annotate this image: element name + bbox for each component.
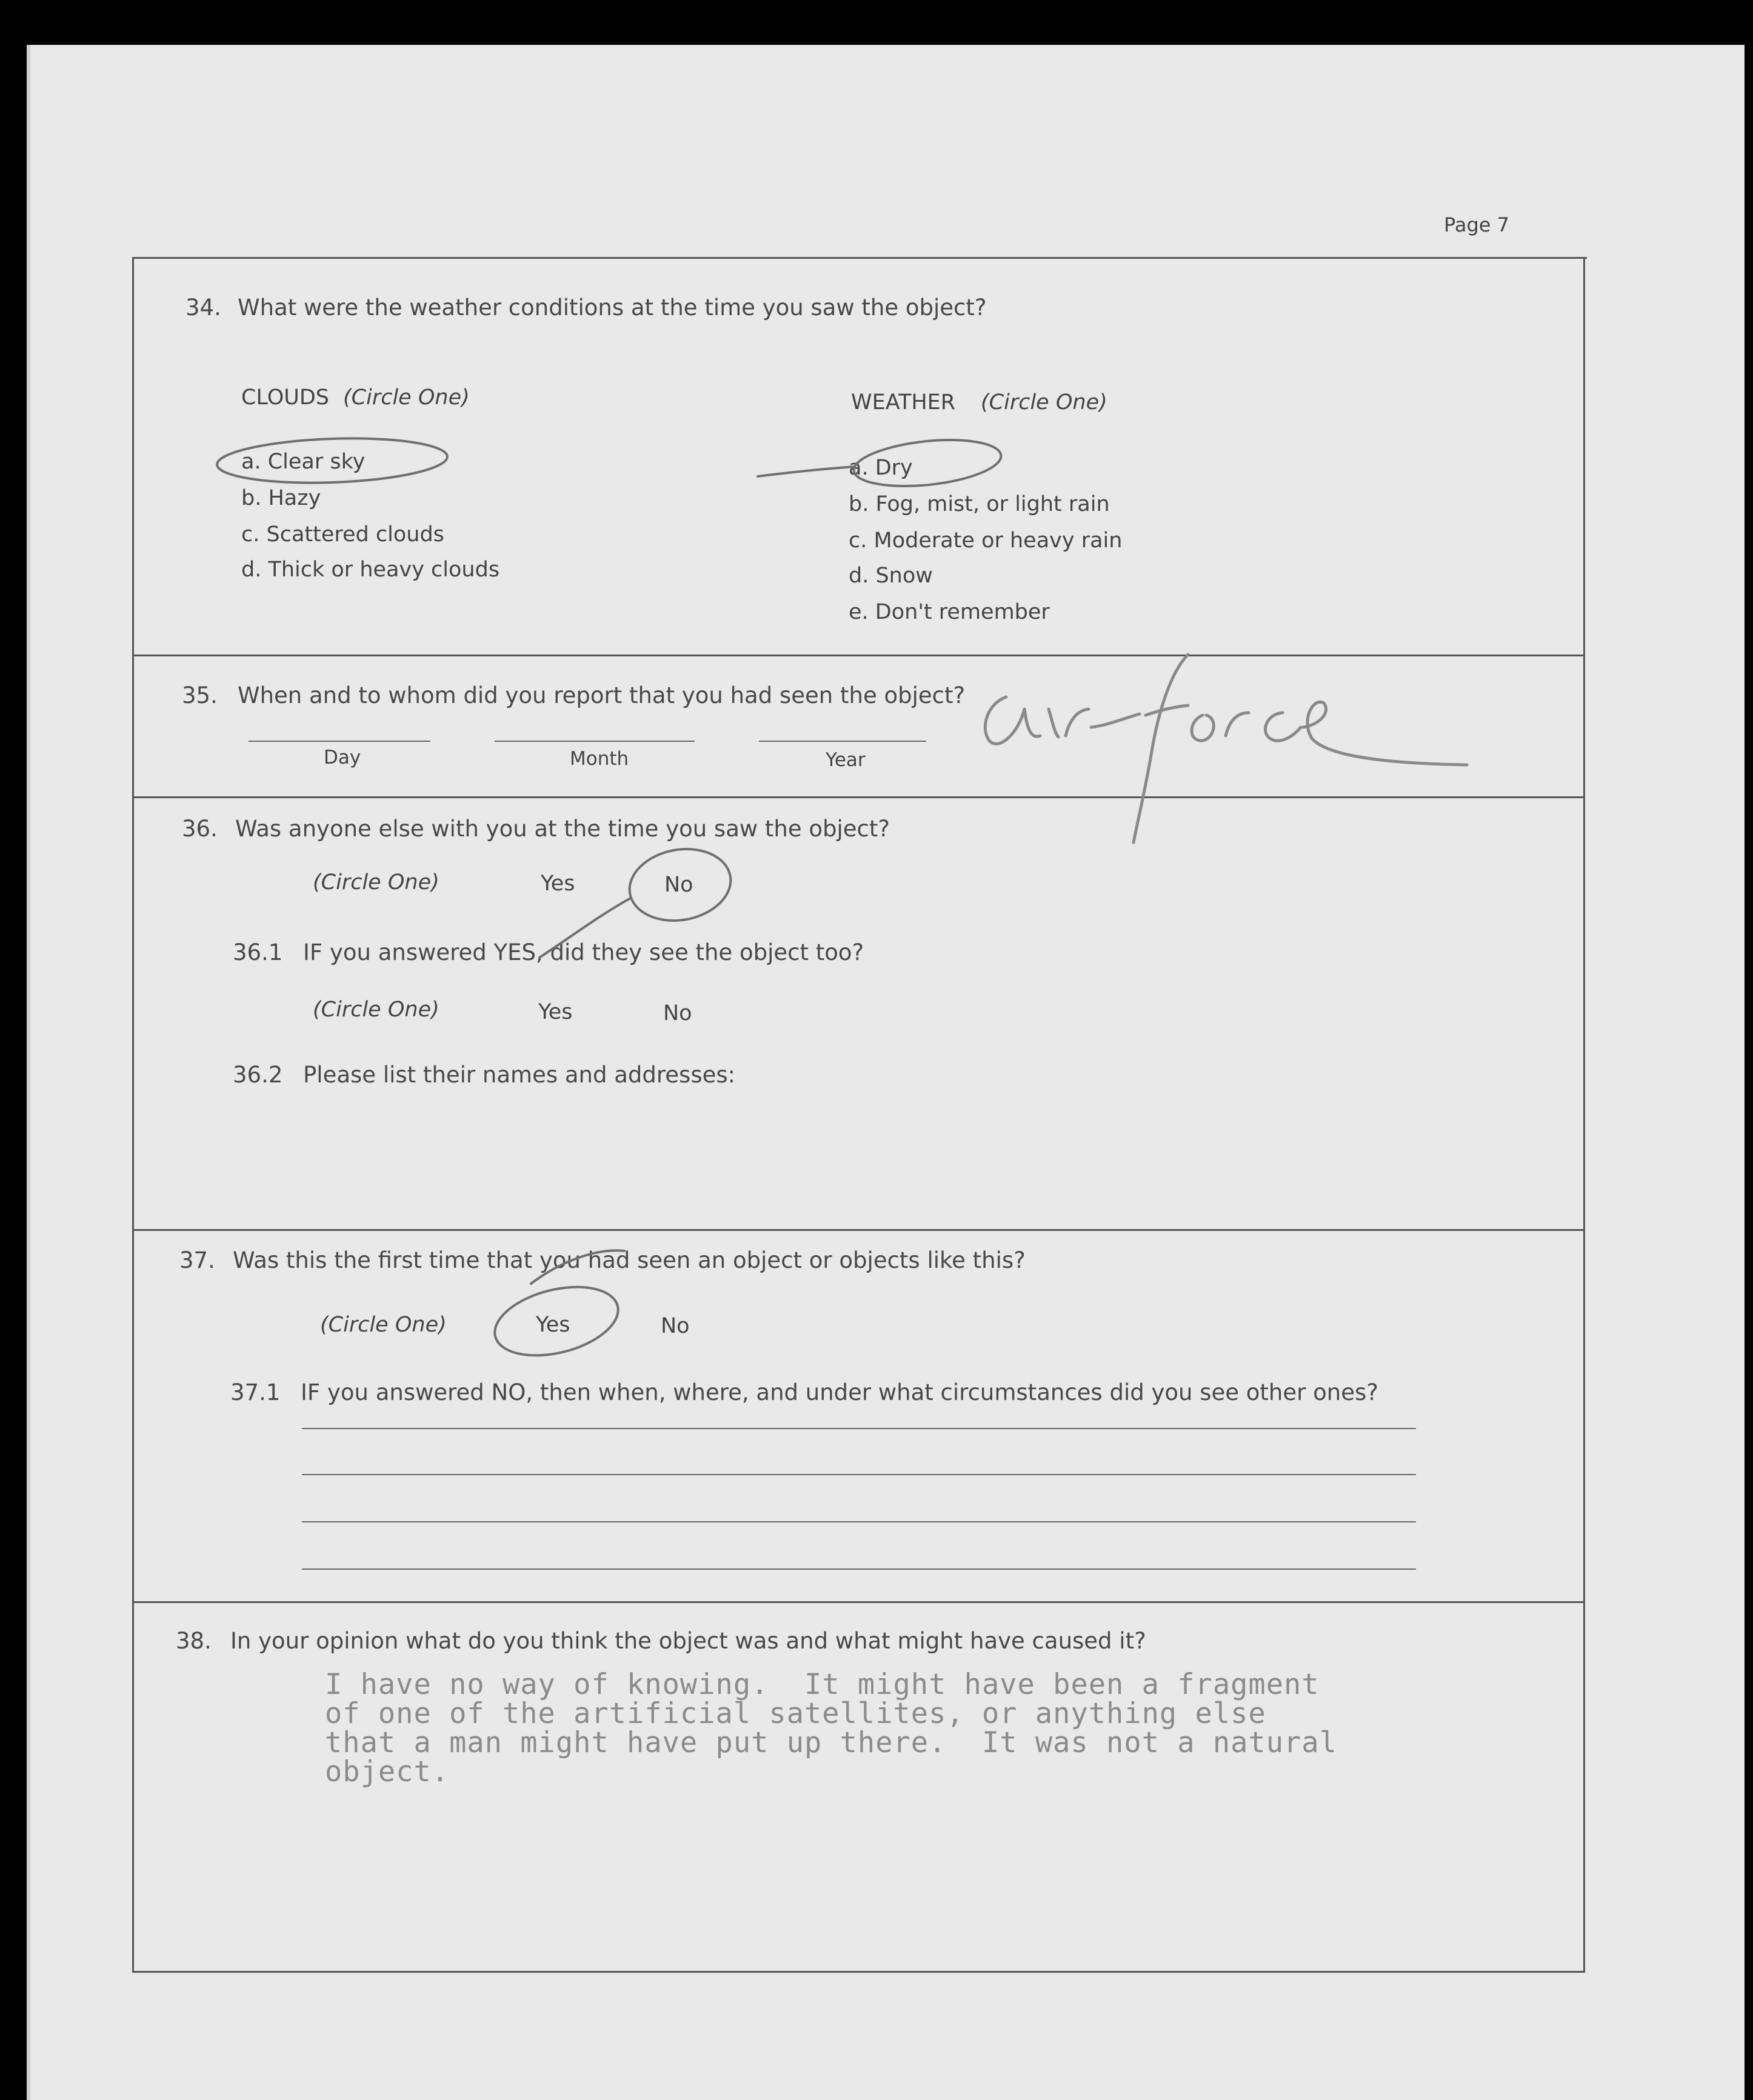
clouds-option-c[interactable]: c. Scattered clouds [241,522,444,547]
handwritten-air-force [985,655,1467,842]
q36-1-number: 36.1 [233,939,283,965]
weather-option-a[interactable]: a. Dry [849,456,913,480]
q36-1-yes[interactable]: Yes [538,1000,573,1024]
q36-1-instruction: (Circle One) [313,998,439,1022]
weather-option-e[interactable]: e. Don't remember [849,600,1050,624]
day-label: Day [324,747,361,768]
weather-option-d[interactable]: d. Snow [849,564,933,588]
clouds-option-b[interactable]: b. Hazy [241,486,321,510]
page-number: Page 7 [1444,213,1509,236]
q35-number: 35. [182,682,218,708]
q36-number: 36. [182,816,218,842]
q36-no[interactable]: No [664,873,693,897]
weather-instruction: (Circle One) [981,390,1107,415]
clouds-heading: CLOUDS [241,385,330,410]
q36-1-no[interactable]: No [663,1001,692,1025]
typed-answer-line: I have no way of knowing. It might have been a fragment [325,1668,1320,1701]
q36-1-question: IF you answered YES, did they see the object too? [303,939,864,965]
clouds-option-a[interactable]: a. Clear sky [241,450,366,474]
q34-number: 34. [185,295,221,321]
q37-1-number: 37.1 [230,1379,281,1405]
q36-2-question: Please list their names and addresses: [303,1062,736,1088]
clouds-instruction: (Circle One) [343,385,470,410]
q37-question: Was this the first time that you had seen an object or objects like this? [233,1247,1026,1273]
q37-number: 37. [179,1247,215,1273]
q37-no[interactable]: No [661,1314,690,1338]
q36-instruction: (Circle One) [313,870,439,895]
q36-yes[interactable]: Yes [541,872,575,896]
month-label: Month [570,748,629,770]
circle-no-q36 [624,841,736,928]
q36-2-number: 36.2 [233,1062,283,1088]
weather-heading: WEATHER [851,390,956,415]
q38-question: In your opinion what do you think the object was and what might have caused it? [230,1628,1146,1654]
q37-1-question: IF you answered NO, then when, where, and under what circumstances did you see other ones? [301,1379,1378,1405]
pen-stroke-q37 [531,1250,624,1284]
circle-yes-q37 [488,1275,626,1367]
clouds-option-d[interactable]: d. Thick or heavy clouds [241,558,500,582]
circle-clear-sky [216,435,448,486]
weather-option-c[interactable]: c. Moderate or heavy rain [849,528,1123,553]
pen-stroke-dry [758,467,855,476]
q37-yes[interactable]: Yes [536,1313,570,1337]
q38-number: 38. [176,1628,212,1654]
weather-option-b[interactable]: b. Fog, mist, or light rain [849,492,1110,516]
q37-instruction: (Circle One) [320,1313,447,1337]
q36-question: Was anyone else with you at the time you saw the object? [235,816,890,842]
typed-answer-line: of one of the artificial satellites, or anything else [325,1697,1266,1730]
year-label: Year [826,749,866,771]
typed-answer-line: that a man might have put up there. It was not a natural [325,1726,1337,1759]
q35-question: When and to whom did you report that you had seen the object? [238,682,966,708]
q34-question: What were the weather conditions at the time you saw the object? [238,295,987,321]
typed-answer-line: object. [325,1755,450,1788]
circle-dry [852,433,1003,492]
pen-stroke-q36 [539,898,630,958]
